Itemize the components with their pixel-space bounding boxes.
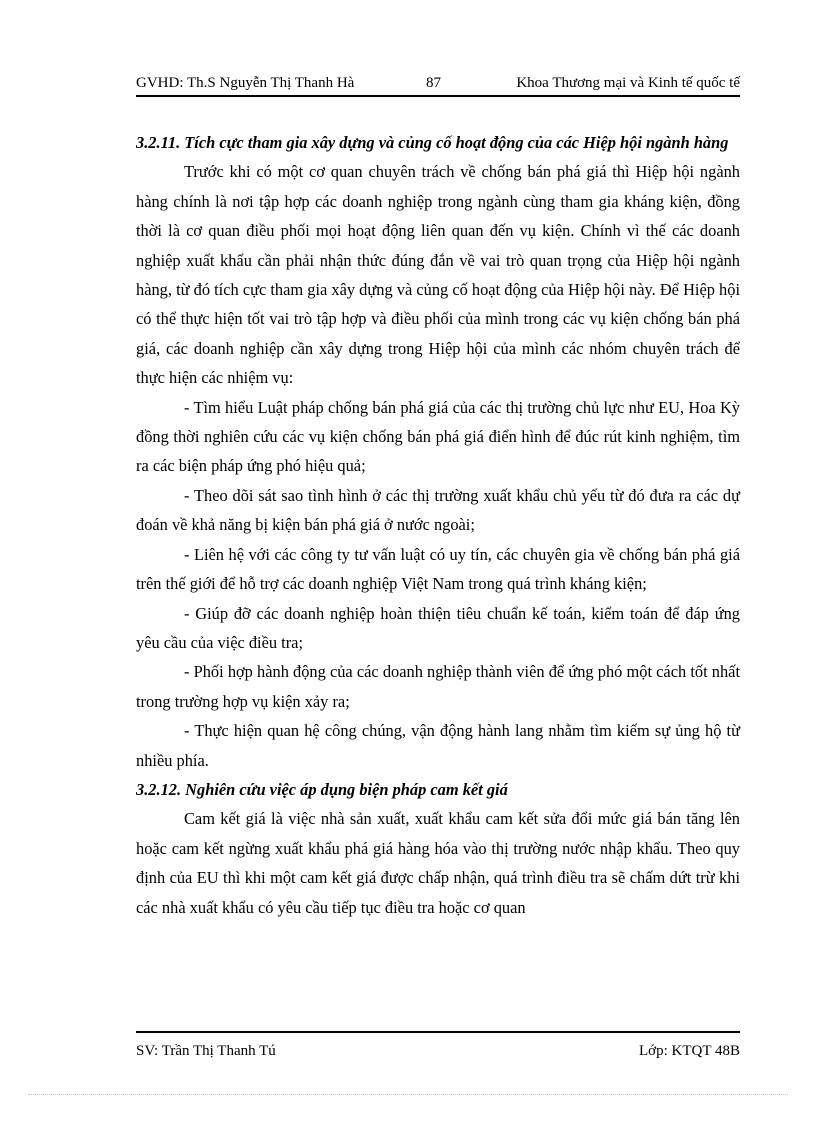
page-number: 87 (426, 75, 441, 91)
list-item: - Giúp đỡ các doanh nghiệp hoàn thiện tiêu chuẩn kế toán, kiểm toán để đáp ứng yêu cầu của việc điều tra; (136, 603, 740, 652)
list-item: - Liên hệ với các công ty tư vấn luật có uy tín, các chuyên gia về chống bán phá giá trên thế giới để hỗ trợ các doanh nghiệp Việt Nam trong quá trình kháng kiện; (136, 544, 740, 594)
section-heading-3-2-12: 3.2.12. Nghiên cứu việc áp dụng biện pháp cam kết giá (136, 779, 508, 799)
header-faculty: Khoa Thương mại và Kinh tế quốc tế (516, 75, 740, 91)
footer-class: Lớp: KTQT 48B (639, 1043, 740, 1059)
list-item: - Phối hợp hành động của các doanh nghiệp thành viên để ứng phó một cách tốt nhất trong trường hợp vụ kiện xảy ra; (136, 662, 740, 711)
header-supervisor: GVHD: Th.S Nguyễn Thị Thanh Hà (136, 75, 355, 91)
page-header (136, 73, 740, 97)
footer-student: SV: Trần Thị Thanh Tú (136, 1043, 276, 1059)
page-footer (136, 1031, 740, 1062)
section-3-2-11-intro: Trước khi có một cơ quan chuyên trách về chống bán phá giá thì Hiệp hội ngành hàng chính là nơi tập hợp các doanh nghiệp trong ngành cùng tham gia kháng kiện, đồng thời là cơ quan điều phối mọi hoạt động liên quan đến vụ kiện. Chính vì thế các doanh nghiệp xuất khẩu cần phải nhận thức đúng đắn về vai trò quan trọng của Hiệp hội ngành hàng, từ đó tích cực tham gia xây dựng và củng cố hoạt động của Hiệp hội này. Để Hiệp hội có thể thực hiện tốt vai trò tập hợp và điều phối của mình trong các vụ kiện chống bán phá giá, các doanh nghiệp cần xây dựng trong Hiệp hội của mình các nhóm chuyên trách để thực hiện các nhiệm vụ: (136, 162, 740, 388)
list-item: - Tìm hiểu Luật pháp chống bán phá giá của các thị trường chủ lực như EU, Hoa Kỳ đồng thời nghiên cứu các vụ kiện chống bán phá giá điển hình để đúc rút kinh nghiệm, tìm ra các biện pháp ứng phó hiệu quả; (136, 397, 740, 476)
document-body (136, 128, 740, 922)
list-item: - Thực hiện quan hệ công chúng, vận động hành lang nhằm tìm kiếm sự ủng hộ từ nhiều phía. (136, 721, 740, 770)
section-heading-3-2-11: 3.2.11. Tích cực tham gia xây dựng và củng cố hoạt động của các Hiệp hội ngành hàng (136, 133, 729, 152)
page-edge-divider (28, 1094, 788, 1095)
list-item: - Theo dõi sát sao tình hình ở các thị trường xuất khẩu chủ yếu từ đó đưa ra các dự đoán về khả năng bị kiện bán phá giá ở nước ngoài; (136, 485, 740, 535)
section-3-2-12-intro: Cam kết giá là việc nhà sản xuất, xuất khẩu cam kết sửa đổi mức giá bán tăng lên hoặc cam kết ngừng xuất khẩu phá giá hàng hóa vào thị trường nước nhập khẩu. Theo quy định của EU thì khi một cam kết giá được chấp nhận, quá trình điều tra sẽ chấm dứt trừ khi các nhà xuất khẩu có yêu cầu tiếp tục điều tra hoặc cơ quan (136, 809, 740, 917)
